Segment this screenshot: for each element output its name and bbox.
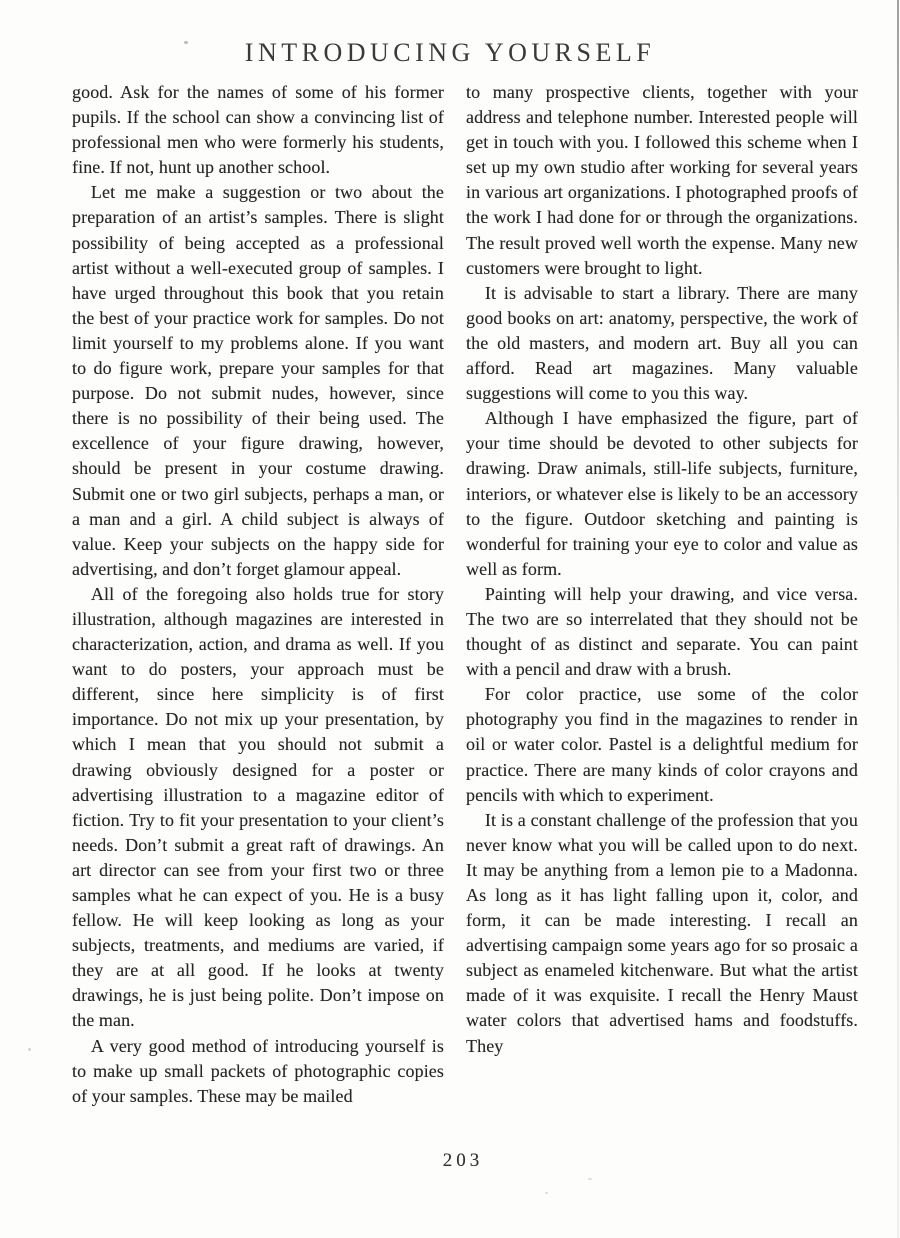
paragraph: All of the foregoing also holds true for story illustration, although magazines are interested in characterization, action, and drama as well. If you want to do posters, your approach must be different, since here simplicity is of first importance. Do not mix up your presentation, by which I mean that you should not submit a drawing obviously designed for a poster or advertising illustration to a magazine editor of fiction. Try to fit your presentation to your client’s needs. Don’t submit a great raft of drawings. An art director can see from your first two or three samples what he can expect of you. He is a busy fellow. He will keep looking as long as your subjects, treatments, and mediums are varied, if they are at all good. If he looks at twenty drawings, he is just being polite. Don’t impose on the man.: [72, 583, 444, 1031]
scan-edge-artifact: [897, 0, 899, 1238]
text-column-right: [466, 80, 858, 1142]
paragraph: to many prospective clients, together with your address and telephone number. Interested people will get in touch with you. I followed this scheme when I set up my own studio after working for several years in various art organizations. I photographed proofs of the work I had done for or through the organizations. The result proved well worth the expense. Many new customers were brought to light.: [466, 82, 858, 278]
scan-speck: [545, 1192, 548, 1194]
paragraph: It is a constant challenge of the profession that you never know what you will be called upon to do next. It may be anything from a lemon pie to a Madonna. As long as it has light falling upon it, color, and form, it can be made interesting. I recall an advertising campaign some years ago for so prosaic a subject as enameled kitchenware. But what the artist made of it was exquisite. I recall the Henry Maust water colors that advertised hams and foodstuffs. They: [466, 809, 858, 1056]
page-number: 203: [442, 1150, 484, 1171]
paragraph: A very good method of introducing yourself is to make up small packets of photographic copies of your samples. These may be mailed: [72, 1035, 444, 1106]
scan-speck: [184, 41, 188, 44]
paragraph: It is advisable to start a library. There are many good books on art: anatomy, perspective, the work of the old masters, and modern art. Buy all you can afford. Read art magazines. Many valuable suggestions will come to you this way.: [466, 282, 858, 404]
text-column-left: [72, 80, 444, 1142]
paragraph: good. Ask for the names of some of his former pupils. If the school can show a convincing list of professional men who were formerly his students, fine. If not, hunt up another school.: [72, 82, 444, 178]
paragraph: Let me make a suggestion or two about the preparation of an artist’s samples. There is slight possibility of being accepted as a professional artist without a well-executed group of samples. I have urged throughout this book that you retain the best of your practice work for samples. Do not limit yourself to my problems alone. If you want to do figure work, prepare your samples for that purpose. Do not submit nudes, however, since there is no possibility of their being used. The excellence of your figure drawing, however, should be present in your costume drawing. Submit one or two girl subjects, perhaps a man, or a man and a girl. A child subject is always of value. Keep your subjects on the happy side for advertising, and don’t forget glamour appeal.: [72, 182, 444, 579]
scan-speck: [588, 1178, 592, 1180]
paragraph: Painting will help your drawing, and vice versa. The two are so interrelated that they should not be thought of as distinct and separate. You can paint with a pencil and draw with a brush.: [466, 583, 858, 680]
page-title: INTRODUCING YOURSELF: [244, 38, 656, 67]
paragraph: Although I have emphasized the figure, part of your time should be devoted to other subjects for drawing. Draw animals, still-life subjects, furniture, interiors, or whatever else is likely to be an accessory to the figure. Outdoor sketching and painting is wonderful for training your eye to color and value as well as form.: [466, 408, 858, 579]
paragraph: For color practice, use some of the color photography you find in the magazines to render in oil or water color. Pastel is a delightful medium for practice. There are many kinds of color crayons and pencils with which to experiment.: [466, 684, 858, 805]
scan-speck: [28, 1048, 31, 1051]
text-columns: [72, 80, 858, 1142]
